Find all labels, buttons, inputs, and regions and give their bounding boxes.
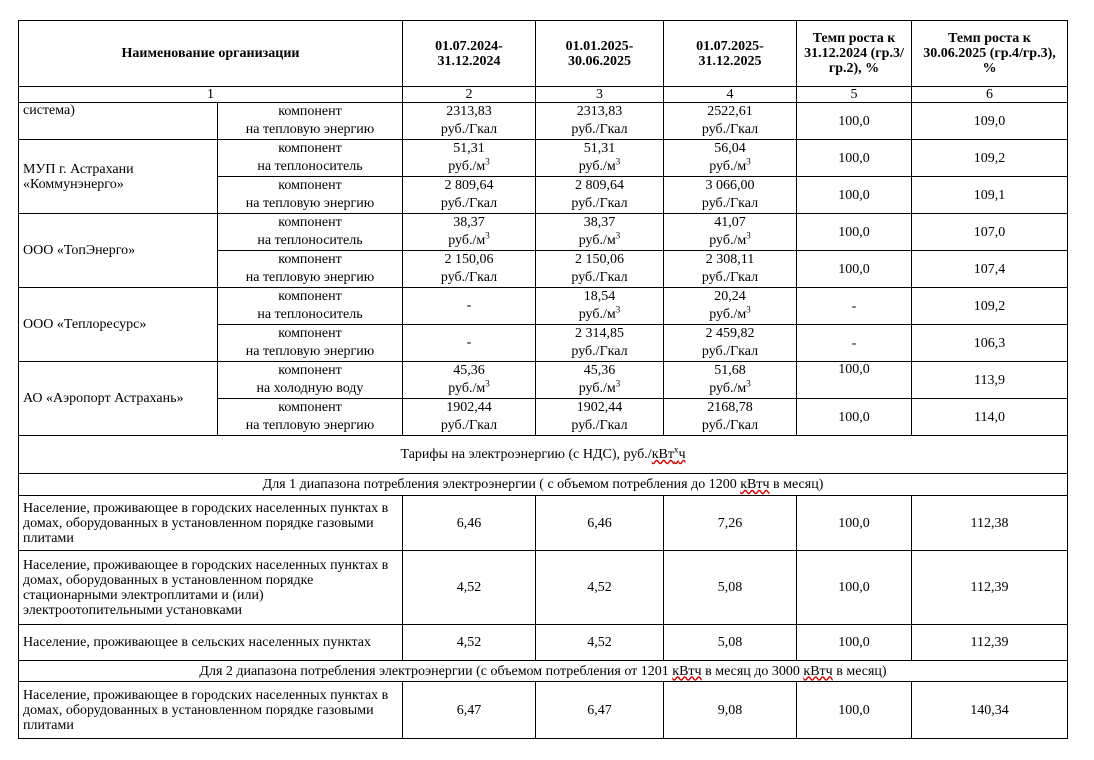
tariff-value: 1902,44 bbox=[576, 400, 623, 415]
unit-superscript: 3 bbox=[485, 378, 490, 389]
unit-label: руб./м bbox=[578, 159, 616, 174]
unit-label: руб./м bbox=[448, 233, 486, 248]
component-label: компонент bbox=[278, 400, 342, 415]
tariff-value: 56,04 bbox=[714, 141, 746, 156]
consumer-group: Население, проживающее в городских населенных пунктах в домах, оборудованных в установленном порядке газовыми плитами bbox=[19, 496, 403, 551]
column-number: 6 bbox=[912, 87, 1068, 103]
unit-label: руб./м bbox=[578, 381, 616, 396]
unit-label: руб./Гкал bbox=[571, 418, 628, 433]
column-number: 3 bbox=[536, 87, 664, 103]
tariff-value: 2522,61 bbox=[707, 104, 753, 119]
organization-name: МУП г. Астрахани «Коммунэнерго» bbox=[19, 140, 218, 214]
tariff-value: 51,68 bbox=[714, 363, 746, 378]
range-text: Для 1 диапазона потребления электроэнергии ( с объемом потребления до 1200 bbox=[262, 477, 741, 492]
unit-label: руб./Гкал bbox=[701, 344, 759, 359]
tariff-value-cell bbox=[664, 103, 797, 140]
tariff-value-cell bbox=[664, 288, 797, 325]
tariff-value-cell bbox=[664, 399, 797, 436]
unit-label: руб./м bbox=[448, 159, 486, 174]
unit-superscript: 3 bbox=[746, 156, 751, 167]
growth-rate: 112,39 bbox=[912, 625, 1068, 661]
tariff-value: 9,08 bbox=[664, 682, 797, 739]
unit-superscript: 3 bbox=[615, 230, 621, 241]
organization-name: ООО «Теплоресурс» bbox=[19, 288, 218, 362]
tariff-value: 2168,78 bbox=[707, 400, 753, 415]
tariff-value-cell bbox=[664, 362, 797, 399]
tariff-value: 2 459,82 bbox=[705, 326, 755, 341]
component-label: компонент bbox=[278, 178, 342, 193]
growth-rate: 112,38 bbox=[912, 496, 1068, 551]
tariff-value-cell bbox=[536, 140, 664, 177]
tariff-value-cell bbox=[403, 399, 536, 436]
component-label: компонент bbox=[278, 252, 342, 267]
growth-rate: 100,0 bbox=[797, 625, 912, 661]
unit-label: руб./м bbox=[578, 233, 616, 248]
growth-rate: 100,0 bbox=[797, 551, 912, 625]
column-number: 2 bbox=[403, 87, 536, 103]
section-title-sup: х bbox=[673, 444, 679, 455]
component-label: компонент bbox=[278, 141, 342, 156]
growth-rate-1: 100,0 bbox=[797, 103, 912, 140]
growth-rate-2: 109,0 bbox=[912, 103, 1068, 140]
tariff-value-cell bbox=[403, 177, 536, 214]
growth-rate-1: - bbox=[797, 288, 912, 325]
tariff-value-cell bbox=[536, 177, 664, 214]
tariff-value-cell bbox=[536, 325, 664, 362]
tariff-value: 6,46 bbox=[403, 496, 536, 551]
range-2-header bbox=[19, 661, 1068, 682]
tariff-value-cell bbox=[536, 288, 664, 325]
column-number-row bbox=[19, 87, 1068, 103]
tariff-value-cell bbox=[536, 103, 664, 140]
component-cell bbox=[218, 399, 403, 436]
component-cell bbox=[218, 177, 403, 214]
tariff-value-cell bbox=[403, 103, 536, 140]
range-1-header-row bbox=[19, 474, 1068, 496]
range-text: в месяц) bbox=[769, 477, 824, 492]
tariff-value: 6,47 bbox=[536, 682, 664, 739]
tariff-value-cell bbox=[664, 177, 797, 214]
unit-label: руб./Гкал bbox=[571, 344, 628, 359]
component-label: компонент bbox=[278, 326, 342, 341]
tariff-value: 51,31 bbox=[583, 141, 616, 156]
section-title-unit bbox=[651, 444, 686, 462]
unit-superscript: 3 bbox=[615, 378, 621, 389]
tariff-value-cell bbox=[403, 251, 536, 288]
tariff-value: 6,46 bbox=[536, 496, 664, 551]
growth-rate-2: 106,3 bbox=[912, 325, 1068, 362]
tariff-table bbox=[18, 20, 1068, 739]
tariff-value: 38,37 bbox=[583, 215, 616, 230]
tariff-value: 18,54 bbox=[583, 289, 616, 304]
heat-tariff-row bbox=[19, 288, 1068, 325]
growth-rate: 100,0 bbox=[797, 496, 912, 551]
tariff-value: 7,26 bbox=[664, 496, 797, 551]
tariff-value: 3 066,00 bbox=[705, 178, 755, 193]
component-cell bbox=[218, 140, 403, 177]
electricity-tariff-row bbox=[19, 625, 1068, 661]
tariff-value-cell bbox=[403, 362, 536, 399]
growth-rate: 140,34 bbox=[912, 682, 1068, 739]
header-growth-1: Темп роста к 31.12.2024 (гр.3/гр.2), % bbox=[797, 21, 912, 87]
tariff-value-cell bbox=[536, 362, 664, 399]
range-text: Для 2 диапазона потребления электроэнергии (с объемом потребления от 1201 bbox=[199, 663, 673, 679]
component-label: на холодную воду bbox=[256, 381, 364, 396]
tariff-value-cell bbox=[664, 214, 797, 251]
component-cell bbox=[218, 103, 403, 140]
tariff-value: 2 150,06 bbox=[575, 252, 624, 267]
unit-label: руб./Гкал bbox=[701, 196, 759, 211]
tariff-value: 6,47 bbox=[403, 682, 536, 739]
unit-label: руб./Гкал bbox=[571, 122, 628, 137]
component-label: на тепловую энергию bbox=[245, 122, 375, 137]
tariff-value: 5,08 bbox=[664, 625, 797, 661]
tariff-value-cell bbox=[403, 214, 536, 251]
growth-rate: 112,39 bbox=[912, 551, 1068, 625]
tariff-value: 38,37 bbox=[453, 215, 485, 230]
component-label: на тепловую энергию bbox=[245, 344, 375, 359]
growth-rate-2: 109,2 bbox=[912, 140, 1068, 177]
growth-rate-2: 113,9 bbox=[912, 362, 1068, 399]
growth-rate-1: 100,0 bbox=[797, 399, 912, 436]
component-label: на теплоноситель bbox=[257, 159, 363, 174]
heat-tariff-row bbox=[19, 140, 1068, 177]
component-cell bbox=[218, 251, 403, 288]
header-org-name: Наименование организации bbox=[19, 21, 403, 87]
component-cell bbox=[218, 325, 403, 362]
range-unit: кВтч bbox=[803, 663, 833, 679]
component-label: на теплоноситель bbox=[257, 233, 363, 248]
tariff-value: 20,24 bbox=[714, 289, 746, 304]
component-label: на тепловую энергию bbox=[245, 196, 375, 211]
tariff-value: 4,52 bbox=[403, 625, 536, 661]
tariff-value: 4,52 bbox=[536, 551, 664, 625]
column-number: 5 bbox=[797, 87, 912, 103]
tariff-value-cell bbox=[403, 140, 536, 177]
component-label: на теплоноситель bbox=[257, 307, 363, 322]
unit-label: руб./Гкал bbox=[440, 122, 498, 137]
electricity-tariff-row bbox=[19, 682, 1068, 739]
organization-name: система) bbox=[19, 103, 218, 140]
tariff-value: 2313,83 bbox=[576, 104, 623, 119]
component-label: компонент bbox=[278, 289, 342, 304]
tariff-value: 45,36 bbox=[453, 363, 485, 378]
tariff-value: 5,08 bbox=[664, 551, 797, 625]
unit-label: руб./Гкал bbox=[701, 122, 759, 137]
tariff-value: 2 314,85 bbox=[575, 326, 624, 341]
table-header-row bbox=[19, 21, 1068, 87]
tariff-value: 2 150,06 bbox=[444, 252, 494, 267]
growth-rate-1: 100,0 bbox=[797, 362, 912, 399]
tariff-value-cell bbox=[536, 214, 664, 251]
column-number: 4 bbox=[664, 87, 797, 103]
unit-label: руб./Гкал bbox=[440, 418, 498, 433]
tariff-value-cell bbox=[664, 140, 797, 177]
growth-rate-1: 100,0 bbox=[797, 214, 912, 251]
tariff-value-cell bbox=[536, 399, 664, 436]
unit-superscript: 3 bbox=[485, 156, 490, 167]
growth-rate-1: 100,0 bbox=[797, 177, 912, 214]
component-label: компонент bbox=[278, 104, 342, 119]
growth-rate-2: 107,4 bbox=[912, 251, 1068, 288]
heat-tariff-row bbox=[19, 103, 1068, 140]
tariff-value-cell bbox=[536, 251, 664, 288]
organization-name: АО «Аэропорт Астрахань» bbox=[19, 362, 218, 436]
section-title-unit-text: кВт bbox=[651, 447, 674, 462]
unit-superscript: 3 bbox=[485, 230, 490, 241]
growth-rate-2: 109,1 bbox=[912, 177, 1068, 214]
range-text: в месяц до 3000 bbox=[701, 663, 804, 679]
consumer-group: Население, проживающее в сельских населенных пунктах bbox=[19, 625, 403, 661]
component-label: компонент bbox=[278, 215, 342, 230]
tariff-value: 4,52 bbox=[403, 551, 536, 625]
unit-label: руб./Гкал bbox=[440, 196, 498, 211]
component-label: на тепловую энергию bbox=[245, 270, 375, 285]
consumer-group: Население, проживающее в городских населенных пунктах в домах, оборудованных в установленном порядке стационарными электроплитами и (или) электроотопительными установками bbox=[19, 551, 403, 625]
unit-superscript: 3 bbox=[746, 378, 751, 389]
range-2-header-row bbox=[19, 661, 1068, 682]
header-period-3: 01.07.2025-31.12.2025 bbox=[664, 21, 797, 87]
range-1-header bbox=[19, 474, 1068, 496]
component-cell bbox=[218, 288, 403, 325]
header-period-1: 01.07.2024-31.12.2024 bbox=[403, 21, 536, 87]
column-number: 1 bbox=[19, 87, 403, 103]
electricity-tariff-row bbox=[19, 551, 1068, 625]
organization-name: ООО «ТопЭнерго» bbox=[19, 214, 218, 288]
unit-label: руб./м bbox=[709, 159, 747, 174]
growth-rate-1: - bbox=[797, 325, 912, 362]
growth-rate-1: 100,0 bbox=[797, 251, 912, 288]
tariff-value-cell bbox=[664, 251, 797, 288]
tariff-value-cell bbox=[664, 325, 797, 362]
heat-tariff-row bbox=[19, 214, 1068, 251]
tariff-value: - bbox=[466, 298, 472, 313]
unit-label: руб./м bbox=[709, 381, 747, 396]
growth-rate-2: 114,0 bbox=[912, 399, 1068, 436]
section-title-unit-tail: ч bbox=[678, 447, 686, 462]
tariff-value: - bbox=[466, 335, 472, 350]
heat-tariff-row bbox=[19, 362, 1068, 399]
section-title-text: Тарифы на электроэнергию (с НДС), руб./ bbox=[400, 447, 652, 462]
tariff-value: 4,52 bbox=[536, 625, 664, 661]
unit-label: руб./Гкал bbox=[440, 270, 498, 285]
unit-label: руб./м bbox=[578, 307, 616, 322]
tariff-value: 2 809,64 bbox=[444, 178, 494, 193]
electricity-section-title-row bbox=[19, 436, 1068, 474]
unit-label: руб./Гкал bbox=[701, 418, 759, 433]
growth-rate-1: 100,0 bbox=[797, 140, 912, 177]
range-unit: кВтч bbox=[740, 477, 770, 492]
unit-label: руб./Гкал bbox=[701, 270, 759, 285]
header-growth-2: Темп роста к 30.06.2025 (гр.4/гр.3), % bbox=[912, 21, 1068, 87]
unit-label: руб./м bbox=[709, 307, 747, 322]
component-label: компонент bbox=[278, 363, 342, 378]
electricity-tariff-row bbox=[19, 496, 1068, 551]
consumer-group: Население, проживающее в городских населенных пунктах в домах, оборудованных в установленном порядке газовыми плитами bbox=[19, 682, 403, 739]
header-period-2: 01.01.2025-30.06.2025 bbox=[536, 21, 664, 87]
tariff-value: 51,31 bbox=[453, 141, 485, 156]
tariff-value: 45,36 bbox=[583, 363, 616, 378]
tariff-value: 2 308,11 bbox=[705, 252, 755, 267]
unit-superscript: 3 bbox=[746, 230, 751, 241]
unit-label: руб./м bbox=[448, 381, 486, 396]
tariff-value: 2 809,64 bbox=[575, 178, 624, 193]
tariff-value: 1902,44 bbox=[446, 400, 492, 415]
electricity-section-title bbox=[19, 436, 1068, 474]
component-label: на тепловую энергию bbox=[245, 418, 375, 433]
unit-label: руб./Гкал bbox=[571, 196, 628, 211]
tariff-value-cell bbox=[403, 325, 536, 362]
unit-superscript: 3 bbox=[746, 304, 751, 315]
tariff-value: 41,07 bbox=[714, 215, 746, 230]
growth-rate: 100,0 bbox=[797, 682, 912, 739]
range-unit: кВтч bbox=[672, 663, 702, 679]
tariff-value-cell bbox=[403, 288, 536, 325]
unit-label: руб./Гкал bbox=[571, 270, 628, 285]
component-cell bbox=[218, 214, 403, 251]
component-cell bbox=[218, 362, 403, 399]
growth-rate-2: 107,0 bbox=[912, 214, 1068, 251]
unit-superscript: 3 bbox=[615, 156, 621, 167]
tariff-value: 2313,83 bbox=[446, 104, 492, 119]
range-text: в месяц) bbox=[832, 663, 887, 679]
unit-label: руб./м bbox=[709, 233, 747, 248]
growth-rate-2: 109,2 bbox=[912, 288, 1068, 325]
unit-superscript: 3 bbox=[615, 304, 621, 315]
